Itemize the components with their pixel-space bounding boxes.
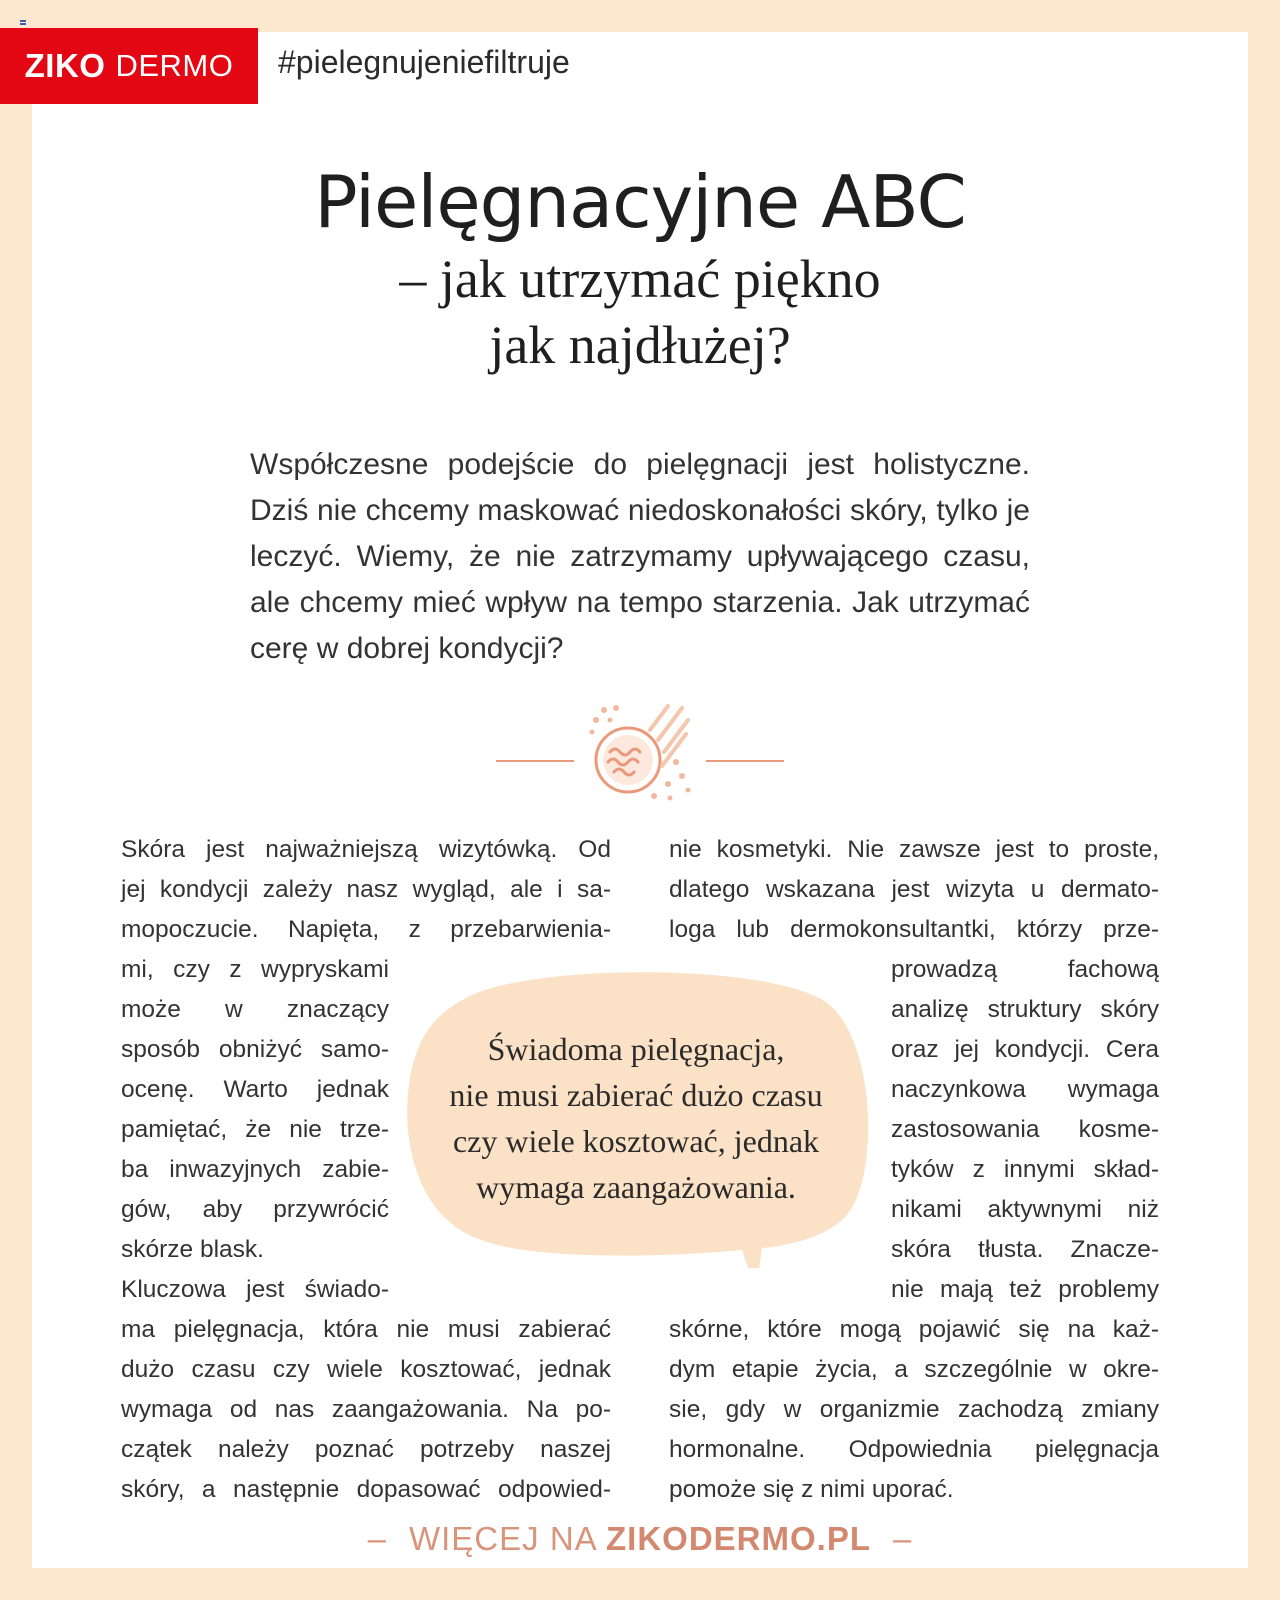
quote-line: wymaga zaangażowania.: [476, 1169, 796, 1205]
footer-site[interactable]: ZIKODERMO.PL: [606, 1520, 872, 1557]
text-line: czątek należy poznać potrzeby naszej: [121, 1436, 611, 1463]
text-line: Kluczowa jest świado-: [121, 1276, 389, 1303]
quote-line: czy wiele kosztować, jednak: [452, 1123, 820, 1159]
text-line: gów, aby przywrócić: [121, 1196, 389, 1223]
text-line: sposób obniżyć samo-: [121, 1036, 389, 1063]
text-line: naczynkowa wymaga: [891, 1076, 1159, 1103]
text-line: jej kondycji zależy nasz wygląd, ale i sa-: [121, 876, 611, 903]
text-line: wymaga od nas zaangażowania. Na po-: [121, 1396, 611, 1423]
divider-line-right: [706, 760, 784, 762]
intro-paragraph: Współczesne podejście do pielęgnacji jest holistyczne. Dziś nie chcemy maskować niedoskonałości skóry, tylko je leczyć. Wiemy, że nie zatrzymamy upływającego czasu, ale chcemy mieć wpływ na tempo starzenia. Jak utrzymać cerę w dobrej kondycji?: [250, 448, 1030, 665]
text-line: analizę struktury skóry: [891, 996, 1159, 1023]
text-line: skóra tłusta. Znacze-: [891, 1236, 1159, 1263]
page-title: Pielęgnacyjne ABC: [314, 160, 966, 244]
logo-dermo-text: DERMO: [115, 48, 234, 83]
text-line: loga lub dermokonsultantki, którzy prze-: [669, 916, 1159, 943]
text-line: sie, gdy w organizmie zachodzą zmiany: [669, 1396, 1159, 1423]
text-line: dużo czasu czy wiele kosztować, jednak: [121, 1356, 611, 1383]
text-line: skórze blask.: [121, 1236, 264, 1263]
text-line: mopoczucie. Napięta, z przebarwienia-: [121, 916, 611, 943]
skin-cell-icon: [584, 700, 706, 804]
text-line: ba inwazyjnych zabie-: [121, 1156, 389, 1183]
text-line: nikami aktywnymi niż: [891, 1196, 1159, 1223]
subtitle-line: jak najdłużej?: [489, 315, 791, 375]
text-line: Skóra jest najważniejszą wizytówką. Od: [121, 836, 611, 863]
text-line: hormonalne. Odpowiednia pielęgnacja: [669, 1436, 1159, 1463]
text-line: może w znaczący: [121, 996, 389, 1023]
quote-line: nie musi zabierać dużo czasu: [449, 1077, 823, 1113]
ziko-dermo-logo[interactable]: [0, 28, 258, 104]
quote-line: Świadoma pielęgnacja,: [487, 1031, 785, 1067]
text-line: ocenę. Warto jednak: [121, 1076, 389, 1103]
text-line: oraz jej kondycji. Cera: [891, 1036, 1159, 1063]
hashtag: #pielegnujeniefiltruje: [278, 44, 570, 80]
corner-mark-icon: [20, 20, 26, 26]
text-line: pamiętać, że nie trze-: [121, 1116, 389, 1143]
text-line: skórne, które mogą pojawić się na każ-: [669, 1316, 1159, 1343]
text-line: ma pielęgnacja, która nie musi zabierać: [121, 1316, 611, 1343]
subtitle-line: – jak utrzymać piękno: [399, 249, 881, 309]
text-line: dym etapie życia, a szczególnie w okre-: [669, 1356, 1159, 1383]
footer-dash-left: –: [367, 1520, 387, 1557]
footer-dash-right: –: [893, 1520, 913, 1557]
text-line: nie kosmetyki. Nie zawsze jest to proste,: [669, 836, 1159, 863]
text-line: nie mają też problemy: [891, 1276, 1159, 1303]
divider-line-left: [496, 760, 574, 762]
text-line: pomoże się z nimi uporać.: [669, 1476, 954, 1503]
text-line: tyków z innymi skład-: [891, 1156, 1159, 1183]
pull-quote: [412, 1026, 860, 1210]
logo-ziko-text: ZIKO: [24, 47, 106, 84]
page-subtitle: [0, 246, 1280, 378]
footer-link[interactable]: [0, 1520, 1280, 1558]
text-line: mi, czy z wypryskami: [121, 956, 389, 983]
text-line: prowadzą fachową: [891, 956, 1159, 983]
footer-prefix: WIĘCEJ NA: [408, 1520, 596, 1557]
text-line: skóry, a następnie dopasować odpowied-: [121, 1476, 611, 1503]
text-line: dlatego wskazana jest wizyta u dermato-: [669, 876, 1159, 903]
text-line: zastosowania kosme-: [891, 1116, 1159, 1143]
